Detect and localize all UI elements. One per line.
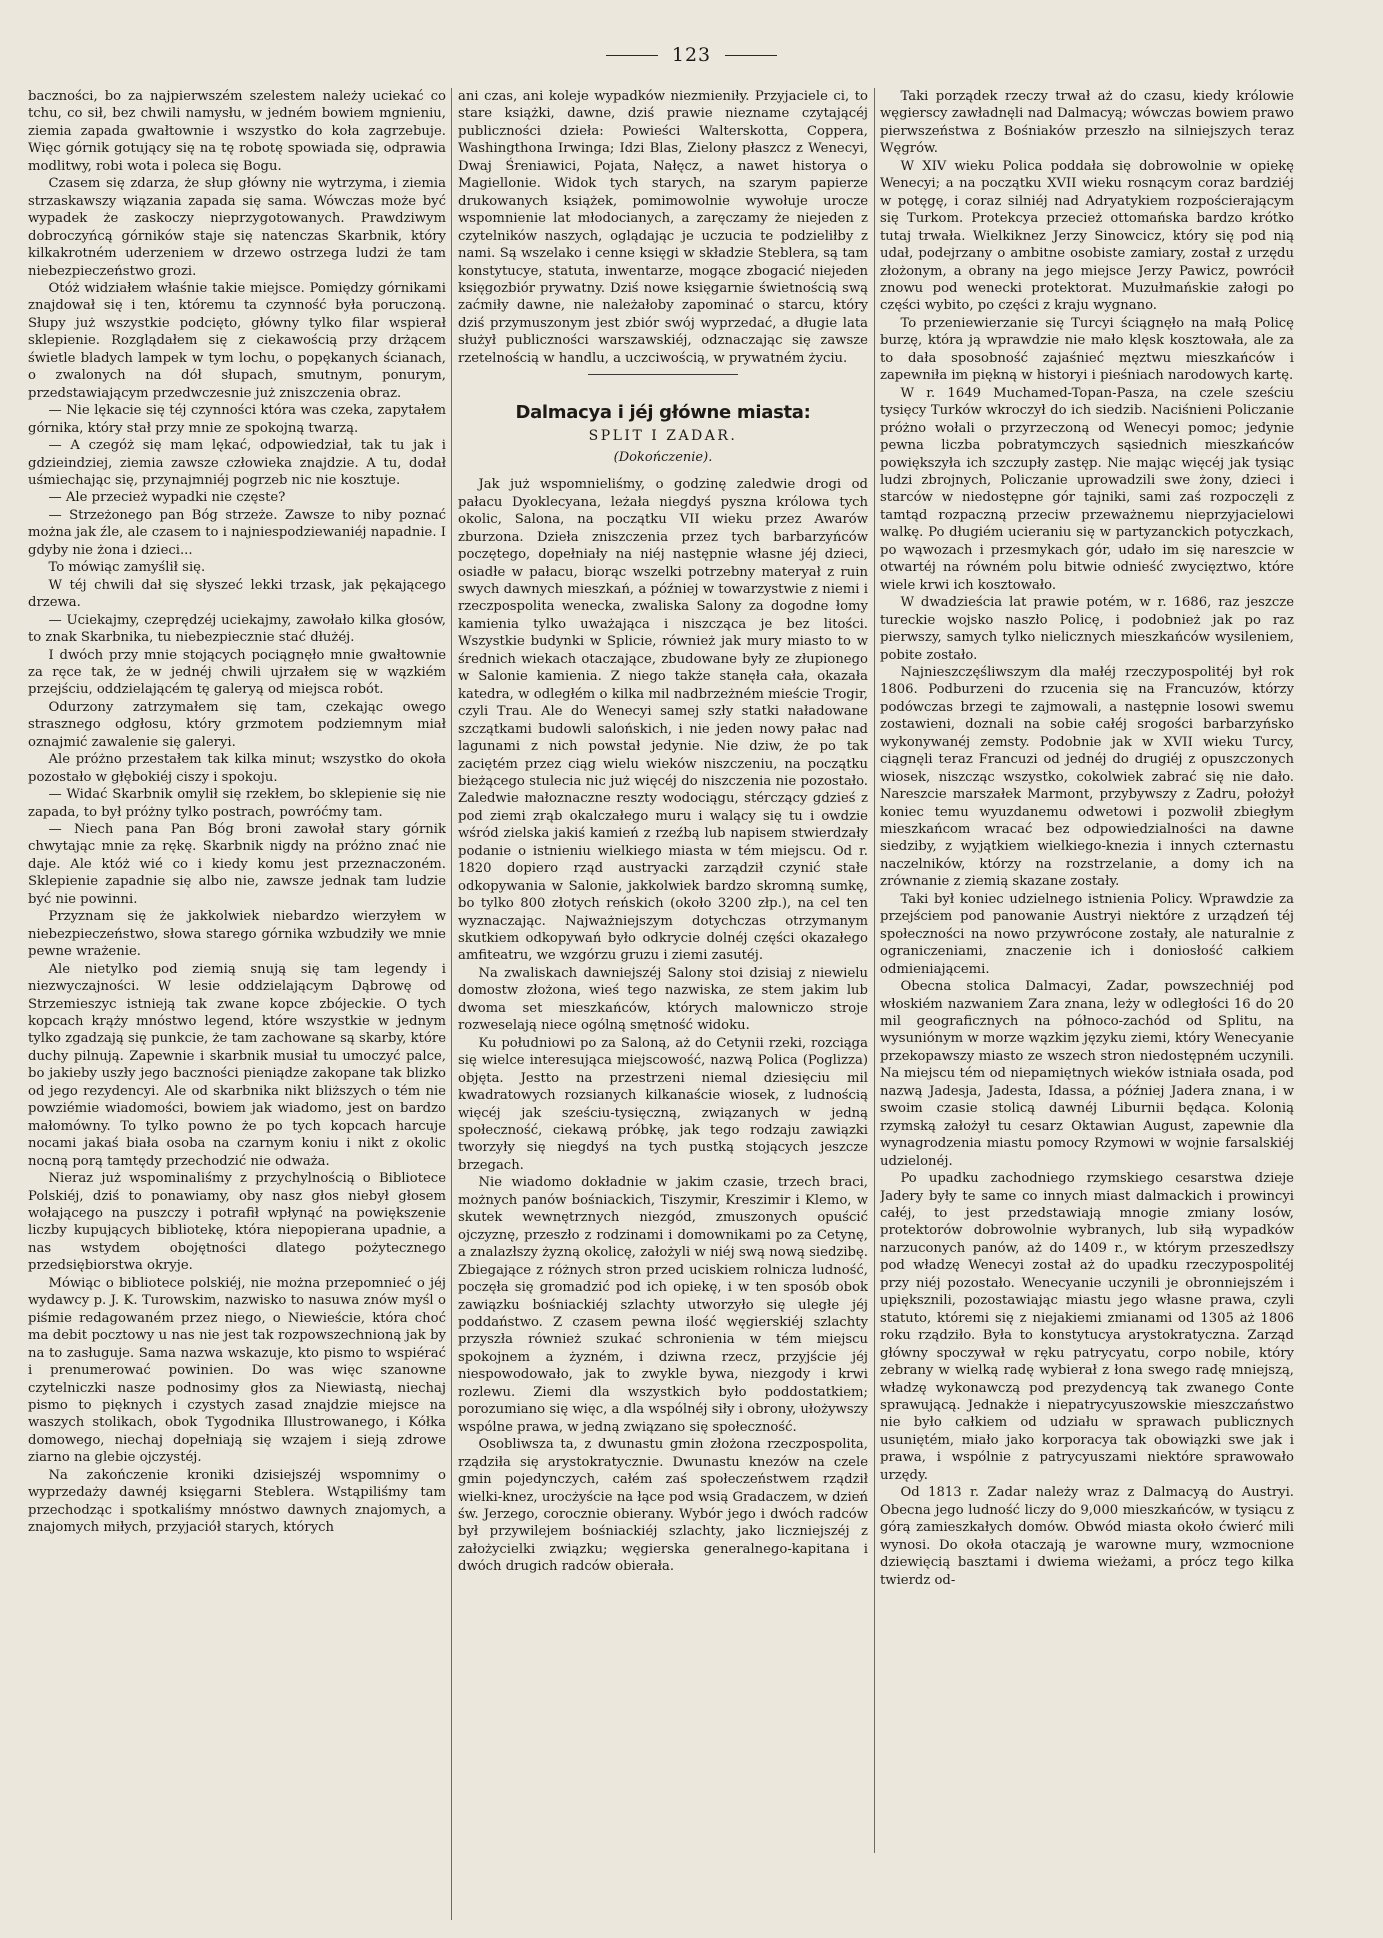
paragraph: Na zakończenie kroniki dzisiejszéj wspomnimy o wyprzedaży dawnéj księgarni Steblera. Wstąpiliśmy tam przechodząc i spotkaliśmy mnóstwo dawnych znajomych, a znajomych miłych, przyjaciół starych, których: [28, 1467, 446, 1536]
paragraph: — Ale przecież wypadki nie częste?: [48, 490, 286, 506]
paragraph: Od 1813 r. Zadar należy wraz z Dalmacyą do Austryi. Obecna jego ludność liczy do 9,000 mieszkańców, w tysiącu z górą zamieszkałych domów. Obwód miasta około ćwierć mili wynosi. Do okoła otaczają je warowne mury, wzmocnione dziewięcią basztami i dwiema wieżami, a prócz tego kilka twierdz od-: [880, 1485, 1294, 1588]
paragraph: — Nie lękacie się téj czynności która was czeka, zapytałem górnika, który stał przy mnie ze spokojną twarzą.: [28, 403, 446, 436]
paragraph: Nie wiadomo dokładnie w jakim czasie, trzech braci, możnych panów bośniackich, Tiszymir, Kreszimir i Klemo, w skutek wewnętrznych niezgód, zmuszonych opuścić ojczyznę, przeszło z rodzinami i domownikami po za Cetynę, a znalazłszy żyzną okolicę, założyli w niéj swą nową siedzibę. Zbiegające z różnych stron przed uciskiem rolnicza ludność, poczęła się gromadzić pod ich opiekę, i w ten sposób obok zawiązku bośniackiéj szlachty utworzyło się uległe jéj poddaństwo. Z czasem pewna ilość węgierskiéj szlachty przyszła również szukać schronienia w tém miejscu spokojnem a żyzném, i dziwna rzecz, przyjście jéj niespowodowało, jak to zwykle bywa, niezgody i krwi rozlewu. Ziemi dla wszystkich było poddostatkiem; porozumiano się więc, a dla wspólnéj siły i obrony, ułożywszy wspólne prawa, w jedną związano się społeczność.: [458, 1175, 868, 1435]
paragraph: Mówiąc o bibliotece polskiéj, nie można przepomnieć o jéj wydawcy p. J. K. Turowskim, nazwisko to nasuwa znów myśl o piśmie redagowaném przez niego, o Niewieście, która choć ma debit pocztowy u nas nie jest tak rozpowszechnioną jak by na to zasługuje. Sama nazwa wskazuje, kto pismo to wspiérać i prenumerować powinien. Do was więc szanowne czytelniczki nasze podnosimy głos za Niewiastą, niechaj pismo to pięknych i czystych zasad znajdzie miejsce na waszych stolikach, obok Tygodnika Illustrowanego, i Kółka domowego, niechaj dopełniają się wzajem i sieją zdrowe ziarno na glebie ojczystéj.: [28, 1275, 446, 1466]
paragraph: Taki porządek rzeczy trwał aż do czasu, kiedy królowie węgierscy zawładnęli nad Dalmacyą; wówczas bowiem prawo pierwszeństwa z Bośniaków przeszło na silniejszych teraz Węgrów.: [880, 89, 1294, 157]
paragraph: Czasem się zdarza, że słup główny nie wytrzyma, i ziemia strzaskawszy wiązania zapada się sama. Wówczas może być wypadek że zaskoczy nieprzygotowanych. Prawdziwym dobroczyńcą górników staje się natenczas Skarbnik, który kilkakrotném uderzeniem w drzewo ostrzega ludzi że tam niebezpieczeństwo grozi.: [28, 176, 446, 279]
paragraph: — Strzeżonego pan Bóg strzeże. Zawsze to niby poznać można jak źle, ale czasem to i najniespodziewaniéj napadnie. I gdyby nie żona i dzieci...: [28, 507, 446, 558]
paragraph: Osobliwsza ta, z dwunastu gmin złożona rzeczpospolita, rządziła się arystokratycznie. Dwunastu knezów na czele gmin pojedynczych, całém zaś społeczeństwem rządził wielki-knez, urocżyście na łące pod wsią Gradaczem, w dzień św. Jerzego, corocznie obierany. Wybór jego i dwóch radców był przywilejem bośniackiéj szlachty, jako liczniejszéj z założycielki związku; węgierska generalnego-kapitana i dwóch drugich radców obierała.: [458, 1437, 868, 1575]
paragraph: To przeniewierzanie się Turcyi ściągnęło na małą Policę burzę, która ją wprawdzie nie mało klęsk kosztowała, ale za to dała sposobność zajaśnieć męztwu mieszkańców i zapewniła im piękną w historyi i pieśniach narodowych kartę.: [880, 315, 1294, 384]
header-rule-right: [725, 55, 777, 56]
paragraph: — Niech pana Pan Bóg broni zawołał stary górnik chwytając mnie za rękę. Skarbnik nigdy na próżno znać nie daje. Ale któż wié co i kiedy komu jest przeznaczoném. Sklepienie zapadnie się albo nie, zawsze jednak tam ludzie być nie powinni.: [28, 822, 446, 907]
paragraph: W téj chwili dał się słyszeć lekki trzask, jak pękającego drzewa.: [28, 577, 446, 611]
column-divider: [451, 88, 452, 1920]
text-column-middle: [458, 88, 868, 1926]
paragraph: To mówiąc zamyślił się.: [48, 560, 206, 576]
paragraph: Po upadku zachodniego rzymskiego cesarstwa dzieje Jadery były te same co innych miast dalmackich i prowincyi całéj, to jest przedstawiają mnogie zmiany losów, protektorów dobrowolnie wybranych, lub siłą wypadków narzuconych panów, aż do 1409 r., w którym przeszedłszy pod władzę Wenecyi został aż do upadku rzeczypospolitéj przy niéj pozostało. Wenecyanie uczynili je obronniejszém i upiększnili, pozostawiając miastu jego własne prawa, czyli statuto, któremi się z niejakiemi zmianami od 1305 aż 1806 roku rządziło. Była to konstytucya arystokratyczna. Zarząd główny spoczywał w ręku patrycyatu, corpo nobile, który zebrany w wielką radę wybierał z łona swego radę mniejszą, władzę wykonawczą pod prezydencyą tak zwanego Conte sprawującą. Jednakże i niepatrycyuszowskie mieszczaństwo nie było całkiem od udziału w sprawach publicznych usuniętém, miało jako korporacya tak obowiązki swe jak i prawa, i wspólnie z patrycyuszami niektóre sprawowało urzędy.: [880, 1171, 1294, 1483]
paragraph: — Uciekajmy, czeprędzéj uciekajmy, zawołało kilka głosów, to znak Skarbnika, tu niebezpiecznie stać dłużéj.: [28, 612, 446, 646]
paragraph: W XIV wieku Polica poddała się dobrowolnie w opiekę Wenecyi; a na początku XVII wieku rosnącym coraz bardziéj w potęgę, i coraz silniéj nad Adryatykiem rozpościerającym się Turkom. Protekcya przecież ottomańska bardzo krótko tutaj trwała. Wielkiknez Jerzy Sinowcicz, który się pod nią udał, podejrzany o ambitne osobiste zamiary, został z urzędu złożonym, a obrany na jego miejsce Jerzy Pawicz, powrócił znowu pod wenecki protektorat. Muzułmańskie załogi po części wybito, po części z kraju wygnano.: [880, 158, 1294, 314]
header-rule-left: [606, 55, 658, 56]
paragraph: ani czas, ani koleje wypadków niezmieniły. Przyjaciele ci, to stare książki, dawne, dziś prawie niezname czytającéj publiczności dzieła: Powieści Walterskotta, Coppera, Washingthona Irwinga; Idzi Blas, Zielony płaszcz z Wenecyi, Dwaj Śreniawici, Pojata, Nałęcz, a nawet historya o Magiellonie. Widok tych starych, na szarym papierze drukowanych książek, pomimowolnie wywołuje urocze wspomnienie lat młodocianych, a zaręczamy że niejeden z czytelników naszych, oglądając je uczucia te podzieliłby z nami. Są wszelako i cenne księgi w składzie Steblera, są tam konstytucye, statuta, inwentarze, mogące zbogacić niejeden księgozbiór prywatny. Dziś nowe księgarnie świetnością swą zaćmiły dawne, nie należałoby zapominać o starcu, który dziś przymuszonym jest zbiór swój wyprzedać, a długie lata służył publiczności warszawskiéj, odznaczając się zawsze rzetelnością w handlu, a uczciwością, w prywatném życiu.: [458, 89, 868, 366]
paragraph: Odurzony zatrzymałem się tam, czekając owego strasznego odgłosu, który grzmotem podziemnym miał oznajmić zawalenie się galeryi.: [28, 699, 446, 750]
page-header: [0, 40, 1383, 70]
paragraph: W dwadzieścia lat prawie potém, w r. 1686, raz jeszcze tureckie wojsko naszło Policę, i podobnież jak po raz pierwszy, samych tylko nielicznych mieszkańców wysileniem, pobite zostało.: [880, 595, 1294, 663]
paragraph: Ale próżno przestałem tak kilka minut; wszystko do okoła pozostało w głębokiéj ciszy i spokoju.: [28, 752, 446, 785]
paragraph: Przyznam się że jakkolwiek niebardzo wierzyłem w niebezpieczeństwo, słowa starego górnika wzbudziły we mnie pewne wrażenie.: [28, 909, 446, 960]
paragraph: W r. 1649 Muchamed-Topan-Pasza, na czele sześciu tysięcy Turków wkroczył do ich siedzib. Naciśnieni Policzanie próżno wołali o przyrzeczoną od Wenecyi pomoc; jedynie pewna liczba pobratymczych sąsiednich mieszkańców powiększyła ich szczupły zastęp. Nie mając więcéj jak tysiąc ludzi zbrojnych, Policzanie uprowadzili swe żony, dzieci i starców w niedostępne gór tajniki, sami zaś rozpoczęli z tamtąd rozpaczną przeciw przeważnemu nieprzyjacielowi walkę. Po długiém ucieraniu się w partyzanckich potyczkach, po wąwozach i przesmykach gór, udało im się nareszcie w otwartéj na równém polu bitwie odnieść zwycięztwo, które wiele krwi ich kosztowało.: [880, 385, 1294, 593]
article-continuation-note: (Dokończenie).: [613, 450, 713, 466]
paragraph: Najnieszczęśliwszym dla małéj rzeczypospolitéj był rok 1806. Podburzeni do rzucenia się na Francuzów, którzy podówczas brzegi te zajmowali, a następnie losowi swemu zostawieni, doznali na sobie całéj srogości barbarzyńsko wykonywanéj zemsty. Podobnie jak w XVII wieku Turcy, ciągnęli teraz Francuzi od jednéj do drugiéj z opuszczonych wiosek, niszcząc wszystko, cokolwiek zabrać się nie dało. Nareszcie marszałek Marmont, przybywszy z Zadru, położył koniec temu wyuzdanemu odwetowi i pozwolił zbiegłym mieszkańcom wracać bez odpowiedzialności na dawne siedziby, z wyjątkiem wielkiego-knezia i innych czternastu naczelników, którzy na rozstrzelanie, a domy ich na zrównanie z ziemią skazane zostały.: [880, 664, 1294, 890]
paragraph: Otóż widziałem właśnie takie miejsce. Pomiędzy górnikami znajdował się i ten, któremu ta czynność była poruczoną. Słupy już wszystkie podcięto, główny tylko filar wspierał sklepienie. Rozglądałem się z ciekawością przy drżącem świetle bladych lampek w tym lochu, o popękanych ścianach, o zwalonych na dół słupach, smutnym, ponurym, przedstawiającym przedwczesnie już zniszczenia obraz.: [28, 280, 446, 401]
paragraph: baczności, bo za najpierwszém szelestem należy uciekać co tchu, co sił, bez chwili namysłu, w jedném bowiem mgnieniu, ziemia zapada gwałtownie i wszystko do koła zagrzebuje. Więc górnik gotujący się na tę robotę spowiada się, odprawia modlitwy, robi wota i poleca się Bogu.: [28, 89, 446, 174]
article-title: Dalmacya i jéj główne miasta:: [515, 402, 811, 424]
text-column-left: [28, 88, 446, 1926]
article-separator: [588, 374, 738, 375]
paragraph: Obecna stolica Dalmacyi, Zadar, powszechniéj pod włoskiém nazwaniem Zara znana, leży w odległości 16 do 20 mil geograficznych na północo-zachód od Splitu, na wysuniónym w morze wązkim języku ziemi, który Wenecyanie przekopawszy miasto ze wszech stron niedostępném uczynili. Na miejscu tém od niepamiętnych wieków istniała osada, pod nazwą Jadesja, Jadesta, Idassa, a później Jadera znana, i w swoim czasie stolicą dawnéj Liburnii będąca. Kolonią rzymską założył tu cesarz Oktawian August, zapewnie dla wynagrodzenia miastu pomocy Rzymowi w wojnie farsalskiéj udzielonéj.: [880, 979, 1294, 1169]
paragraph: Taki był koniec udzielnego istnienia Policy. Wprawdzie za przejściem pod panowanie Austryi niektóre z urządzeń téj społeczności na nowo przywrócone zostały, ale naturalnie z ograniczeniami, znaczenie ich i doniosłość całkiem odmieniającemi.: [880, 891, 1294, 977]
article-subtitle: SPLIT I ZADAR.: [588, 428, 738, 445]
paragraph: Na zwaliskach dawniejszéj Salony stoi dzisiaj z niewielu domostw złożona, wieś tego nazwiska, ze stem jakim lub dwoma set mieszkańców, których malowniczo stroje rozweselają niece ogólną smętność widoku.: [458, 965, 868, 1034]
paragraph: I dwóch przy mnie stojących pociągnęło mnie gwałtownie za ręce tak, że w jednéj chwili ujrzałem się w wązkiém przejściu, oddzielającém tę galeryą od miejsca robót.: [28, 647, 446, 698]
paragraph: Jak już wspomnieliśmy, o godzinę zaledwie drogi od pałacu Dyoklecyana, leżała niegdyś pyszna królowa tych okolic, Salona, na początku VII wieku przez Awarów zburzona. Dzieła zniszczenia przez tych barbarzyńców poczętego, dopełniały na niéj następnie własne jéj dzieci, osiadłe w pałacu, biorąc wszelki potrzebny materyał z ruin swych dawnych mieszkań, a później w towarzystwie z niemi i rzeczpospolita wenecka, zwaliska Salony za dogodne łomy kamienia tylko uważająca i niszcząca je bez litości. Wszystkie budynki w Splicie, również jak mury miasto to w średnich wiekach otaczające, zbudowane były ze złupionego w Salonie kamienia. Z niego także stanęła cała, okazała katedra, w odległém o kilka mil nadbrzeżném mieście Trogir, czyli Trau. Ale do Wenecyi samej szły statki naładowane szczątkami budowli salońskich, i nie jeden nowy pałac nad lagunami z nich powstał jedynie. Nie dziw, że po tak zaciętém przez ciąg wielu wieków niszczeniu, na początku bieżącego stulecia nic już więcéj do niszczenia nie pozostało. Zaledwie małoznaczne reszty wodociągu, stérczący gdzieś z pod ziemi zrąb okalczałego muru i walący się tu i owdzie wśród zielska jakiś kamień z rzeźbą lub napisem stwierdzały podanie o istnieniu wielkiego miasta w tém miejscu. Od r. 1820 dopiero rząd austryacki zarządził czynić stałe odkopywania w Salonie, jakkolwiek bardzo skromną sumkę, bo tylko 800 złotych reńskich (około 3200 złp.), na cel ten wyznaczając. Najważniejszym dotychczas otrzymanym skutkiem odkopywań było odkrycie dolnéj części okazałego amfiteatru, we wzgórzu gruzu i ziemi zasutéj.: [458, 477, 868, 964]
paragraph: — Widać Skarbnik omylił się rzekłem, bo sklepienie się nie zapada, to był próżny tylko postrach, powróćmy tam.: [28, 787, 446, 820]
text-column-right: [880, 88, 1294, 1926]
paragraph: Ale nietylko pod ziemią snują się tam legendy i niezwyczajności. W lesie oddzielającym Dąbrowę od Strzemieszyc istnieją tak zwane kopce zbójeckie. O tych kopcach krąży mnóstwo legend, które wszystkie w jednym tylko zgadzają się punkcie, że tam zachowane są skarby, które duchy pilnują. Zapewnie i skarbnik musiał tu umoczyć palce, bo jakieby uszły jego baczności pieniądze zakopane tak blizko od jego rezydencyi. Ale od skarbnika nikt bliższych o tém nie powziémie wiadomości, bowiem jak wiadomo, jest on bardzo małomówny. To tylko powno że po tych kopcach harcuje nocami jakaś biała osoba na czarnym koniu i nikt z okolic nocną porą tamtędy przechodzić nie odważa.: [28, 961, 446, 1169]
paragraph: — A czegóż się mam lękać, odpowiedział, tak tu jak i gdzieindziej, ziemia zawsze człowieka znajdzie. A tu, dodał uśmiechając się, przynajmniéj pogrzeb nic nie kosztuje.: [28, 438, 446, 488]
column-divider: [874, 88, 875, 1853]
paragraph: Nieraz już wspominaliśmy z przychylnością o Bibliotece Polskiéj, dziś to ponawiamy, oby nasz głos niebył głosem wołającego na puszczy i potrafił wpłynąć na powiększenie liczby kupujących bibliotekę, która niepopierana upadnie, a nas wstydem obojętności dlatego pożytecznego przedsiębiorstwa okryje.: [28, 1171, 446, 1274]
paragraph: Ku południowi po za Saloną, aż do Cetynii rzeki, rozciąga się wielce interesująca miejscowość, nazwą Polica (Poglizza) objęta. Jestto na przestrzeni niemal dziesięciu mil kwadratowych rozsianych kilkanaście wiosek, z ludnością więcéj jak sześciu-tysięczną, związanych w jedną społeczność, ciekawą próbkę, jak tego rodzaju zawiązki tworzyły się niegdyś na tych pustką stojących jeszcze brzegach.: [458, 1035, 868, 1173]
page-number: 123: [671, 44, 712, 66]
